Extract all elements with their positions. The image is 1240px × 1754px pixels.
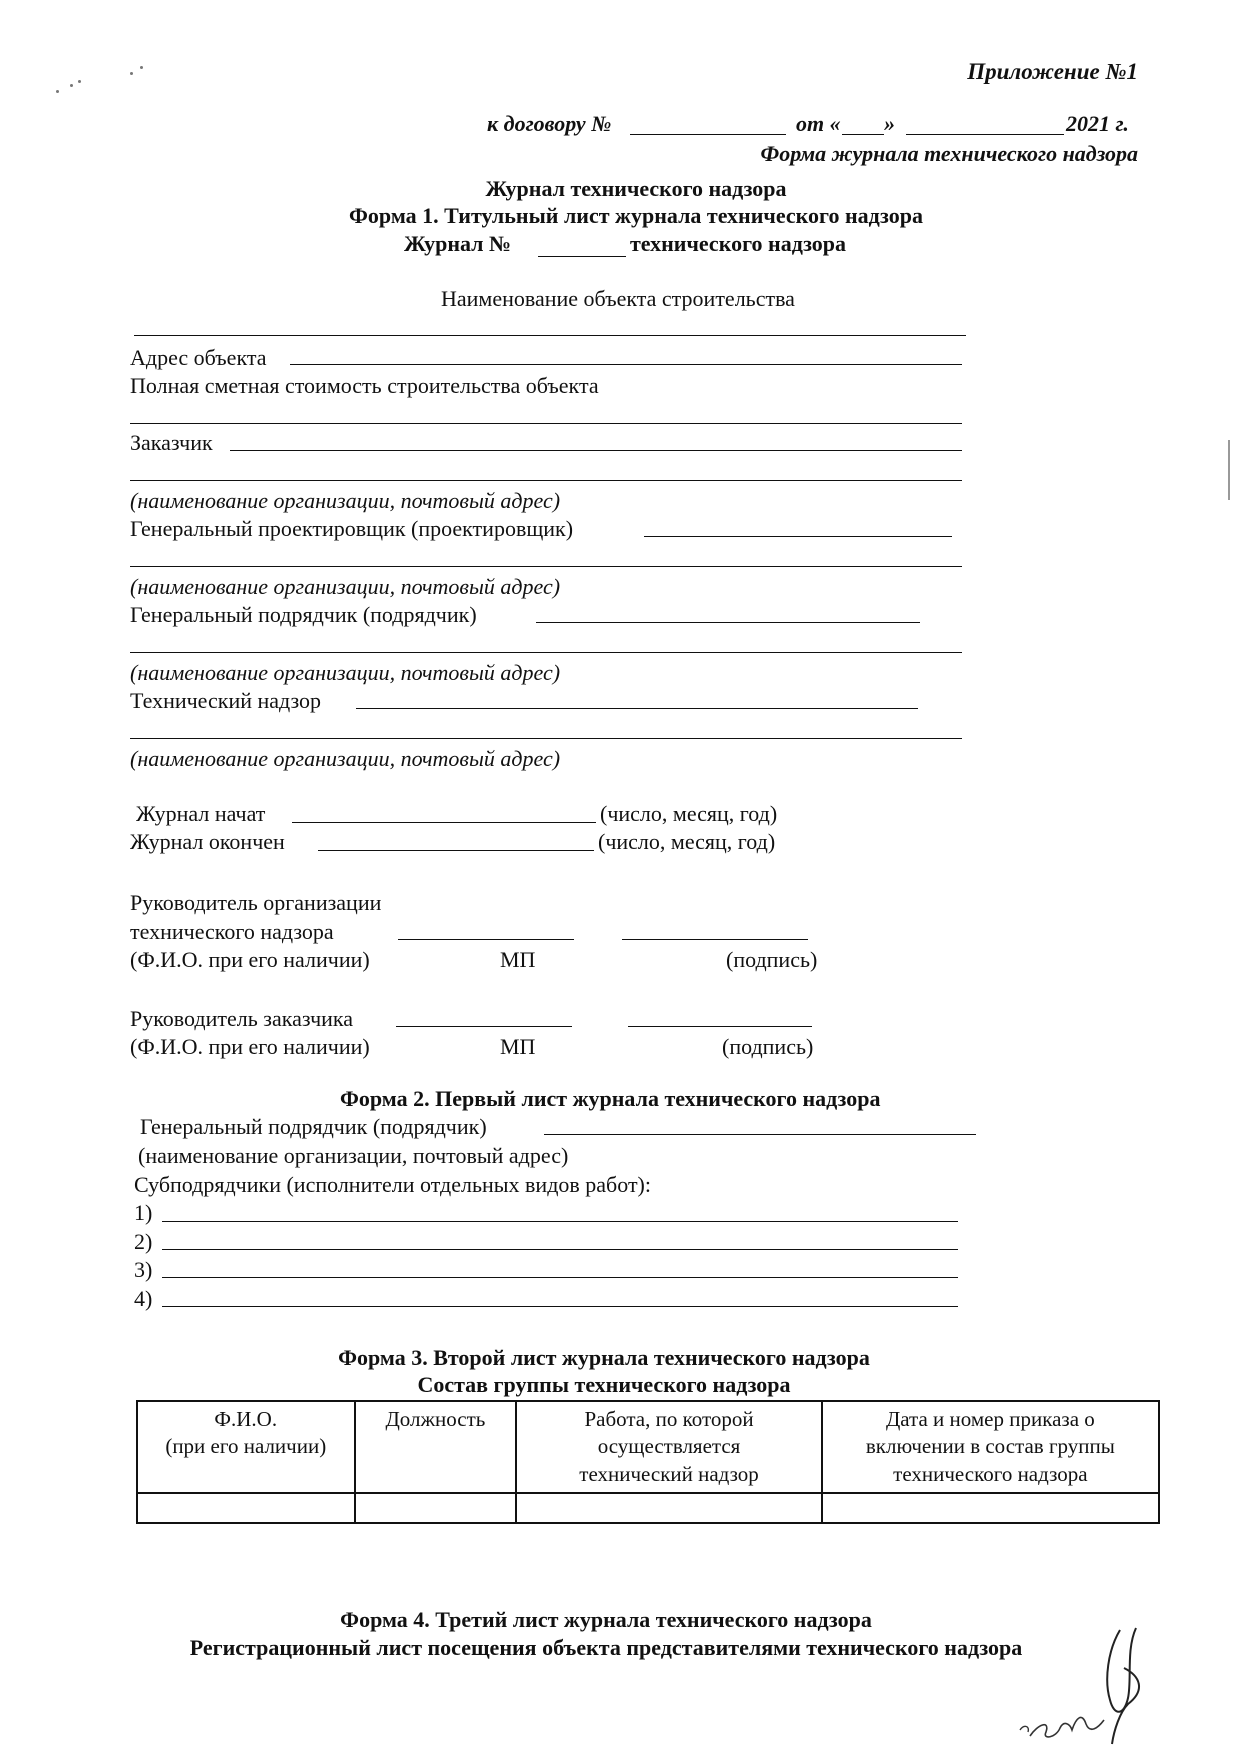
form2-title: Форма 2. Первый лист журнала технического надзора	[340, 1086, 881, 1111]
column-header-line: Ф.И.О.	[214, 1407, 278, 1431]
journal-finished-blank[interactable]	[318, 850, 594, 851]
customer-blank-2[interactable]	[130, 480, 962, 481]
subcontractors-label: Субподрядчики (исполнители отдельных видов работ):	[134, 1172, 651, 1197]
scan-speck	[56, 90, 59, 93]
technical-supervision-blank-2[interactable]	[130, 738, 962, 739]
form2-org-note: (наименование организации, почтовый адрес)	[138, 1143, 569, 1168]
fio-note-1: (Ф.И.О. при его наличии)	[130, 947, 370, 972]
address-blank[interactable]	[290, 364, 962, 365]
date-note-1: (число, месяц, год)	[600, 801, 778, 826]
head-supervision-name-blank[interactable]	[398, 939, 574, 940]
column-header-line: Дата и номер приказа о	[885, 1407, 1095, 1431]
subcontractor-blank-2[interactable]	[162, 1249, 958, 1250]
object-name-blank[interactable]	[134, 335, 966, 336]
scan-speck	[130, 72, 133, 75]
table-cell[interactable]	[355, 1493, 517, 1523]
general-designer-blank[interactable]	[644, 536, 952, 537]
subcontractor-item-4: 4)	[134, 1286, 153, 1311]
column-header-work	[516, 1401, 821, 1493]
address-label: Адрес объекта	[130, 345, 267, 370]
form-title: Форма журнала технического надзора	[760, 141, 1138, 166]
contract-prefix: к договору №	[487, 111, 612, 136]
scan-edge-mark	[1228, 440, 1230, 500]
journal-number-suffix: технического надзора	[630, 231, 847, 256]
object-name-label: Наименование объекта строительства	[441, 286, 795, 311]
org-note-1: (наименование организации, почтовый адрес)	[130, 488, 561, 513]
head-customer-name-blank[interactable]	[396, 1026, 572, 1027]
general-contractor-blank[interactable]	[536, 622, 920, 623]
subcontractor-item-1: 1)	[134, 1200, 153, 1225]
contract-year: 2021 г.	[1066, 111, 1129, 136]
subcontractor-blank-4[interactable]	[162, 1306, 958, 1307]
form2-general-contractor-label: Генеральный подрядчик (подрядчик)	[140, 1114, 487, 1139]
org-note-4: (наименование организации, почтовый адрес)	[130, 746, 561, 771]
general-designer-blank-2[interactable]	[130, 566, 962, 567]
journal-started-blank[interactable]	[292, 822, 596, 823]
journal-finished-label: Журнал окончен	[130, 829, 285, 854]
contract-number-blank[interactable]	[630, 134, 786, 135]
form2-general-contractor-blank[interactable]	[544, 1134, 976, 1135]
full-cost-blank[interactable]	[130, 423, 962, 424]
column-header-line: Работа, по которой	[584, 1407, 754, 1431]
general-contractor-blank-2[interactable]	[130, 652, 962, 653]
mp-1: МП	[500, 947, 536, 972]
table-cell[interactable]	[137, 1493, 355, 1523]
org-note-2: (наименование организации, почтовый адрес)	[130, 574, 561, 599]
customer-label: Заказчик	[130, 430, 213, 455]
journal-number-prefix: Журнал №	[404, 231, 512, 256]
fio-note-2: (Ф.И.О. при его наличии)	[130, 1034, 370, 1059]
column-header-order	[822, 1401, 1159, 1493]
column-header-line: технический надзор	[579, 1461, 759, 1486]
column-header-line: технического надзора	[893, 1461, 1088, 1486]
mp-2: МП	[500, 1034, 536, 1059]
scan-speck	[140, 66, 143, 69]
subcontractor-blank-3[interactable]	[162, 1277, 958, 1278]
form3-title: Форма 3. Второй лист журнала технического надзора	[338, 1345, 870, 1370]
form1-title: Форма 1. Титульный лист журнала технического надзора	[349, 203, 923, 228]
subcontractor-item-2: 2)	[134, 1229, 153, 1254]
subcontractor-item-3: 3)	[134, 1257, 153, 1282]
full-cost-label: Полная сметная стоимость строительства объекта	[130, 373, 599, 398]
scan-speck	[70, 84, 73, 87]
signature-note-2: (подпись)	[722, 1034, 814, 1059]
column-header-position	[355, 1401, 517, 1493]
general-designer-label: Генеральный проектировщик (проектировщик)	[130, 516, 574, 541]
journal-title: Журнал технического надзора	[485, 176, 787, 201]
customer-blank[interactable]	[230, 450, 962, 451]
table-header-row	[137, 1401, 1159, 1493]
signature-note-1: (подпись)	[726, 947, 818, 972]
column-header-fio	[137, 1401, 355, 1493]
handwritten-signature-icon	[1000, 1620, 1180, 1750]
head-customer-signature-blank[interactable]	[628, 1026, 812, 1027]
contract-day-blank[interactable]	[842, 134, 884, 135]
contract-mid: »	[884, 111, 895, 136]
general-contractor-label: Генеральный подрядчик (подрядчик)	[130, 602, 477, 627]
table-row	[137, 1493, 1159, 1523]
column-header-line: осуществляется	[597, 1434, 741, 1459]
form4-subtitle: Регистрационный лист посещения объекта представителями технического надзора	[189, 1635, 1023, 1660]
form4-title: Форма 4. Третий лист журнала технического надзора	[340, 1607, 872, 1632]
supervision-group-table	[136, 1400, 1160, 1524]
contract-month-blank[interactable]	[906, 134, 1064, 135]
head-supervision-line2: технического надзора	[130, 919, 334, 944]
head-supervision-line1: Руководитель организации	[130, 890, 382, 915]
scan-speck	[78, 80, 81, 83]
journal-started-label: Журнал начат	[136, 801, 266, 826]
technical-supervision-blank[interactable]	[356, 708, 918, 709]
table-cell[interactable]	[822, 1493, 1159, 1523]
subcontractor-blank-1[interactable]	[162, 1221, 958, 1222]
contract-from: от «	[796, 111, 841, 136]
date-note-2: (число, месяц, год)	[598, 829, 776, 854]
table-cell[interactable]	[516, 1493, 821, 1523]
journal-number-blank[interactable]	[538, 256, 626, 257]
head-supervision-signature-blank[interactable]	[622, 939, 808, 940]
column-header-line: (при его наличии)	[165, 1434, 327, 1459]
appendix-label: Приложение №1	[967, 59, 1138, 84]
head-customer-label: Руководитель заказчика	[130, 1006, 354, 1031]
form3-subtitle: Состав группы технического надзора	[417, 1372, 791, 1397]
column-header-line: включении в состав группы	[865, 1434, 1115, 1459]
column-header-line: Должность	[385, 1407, 486, 1431]
org-note-3: (наименование организации, почтовый адрес)	[130, 660, 561, 685]
technical-supervision-label: Технический надзор	[130, 688, 322, 713]
